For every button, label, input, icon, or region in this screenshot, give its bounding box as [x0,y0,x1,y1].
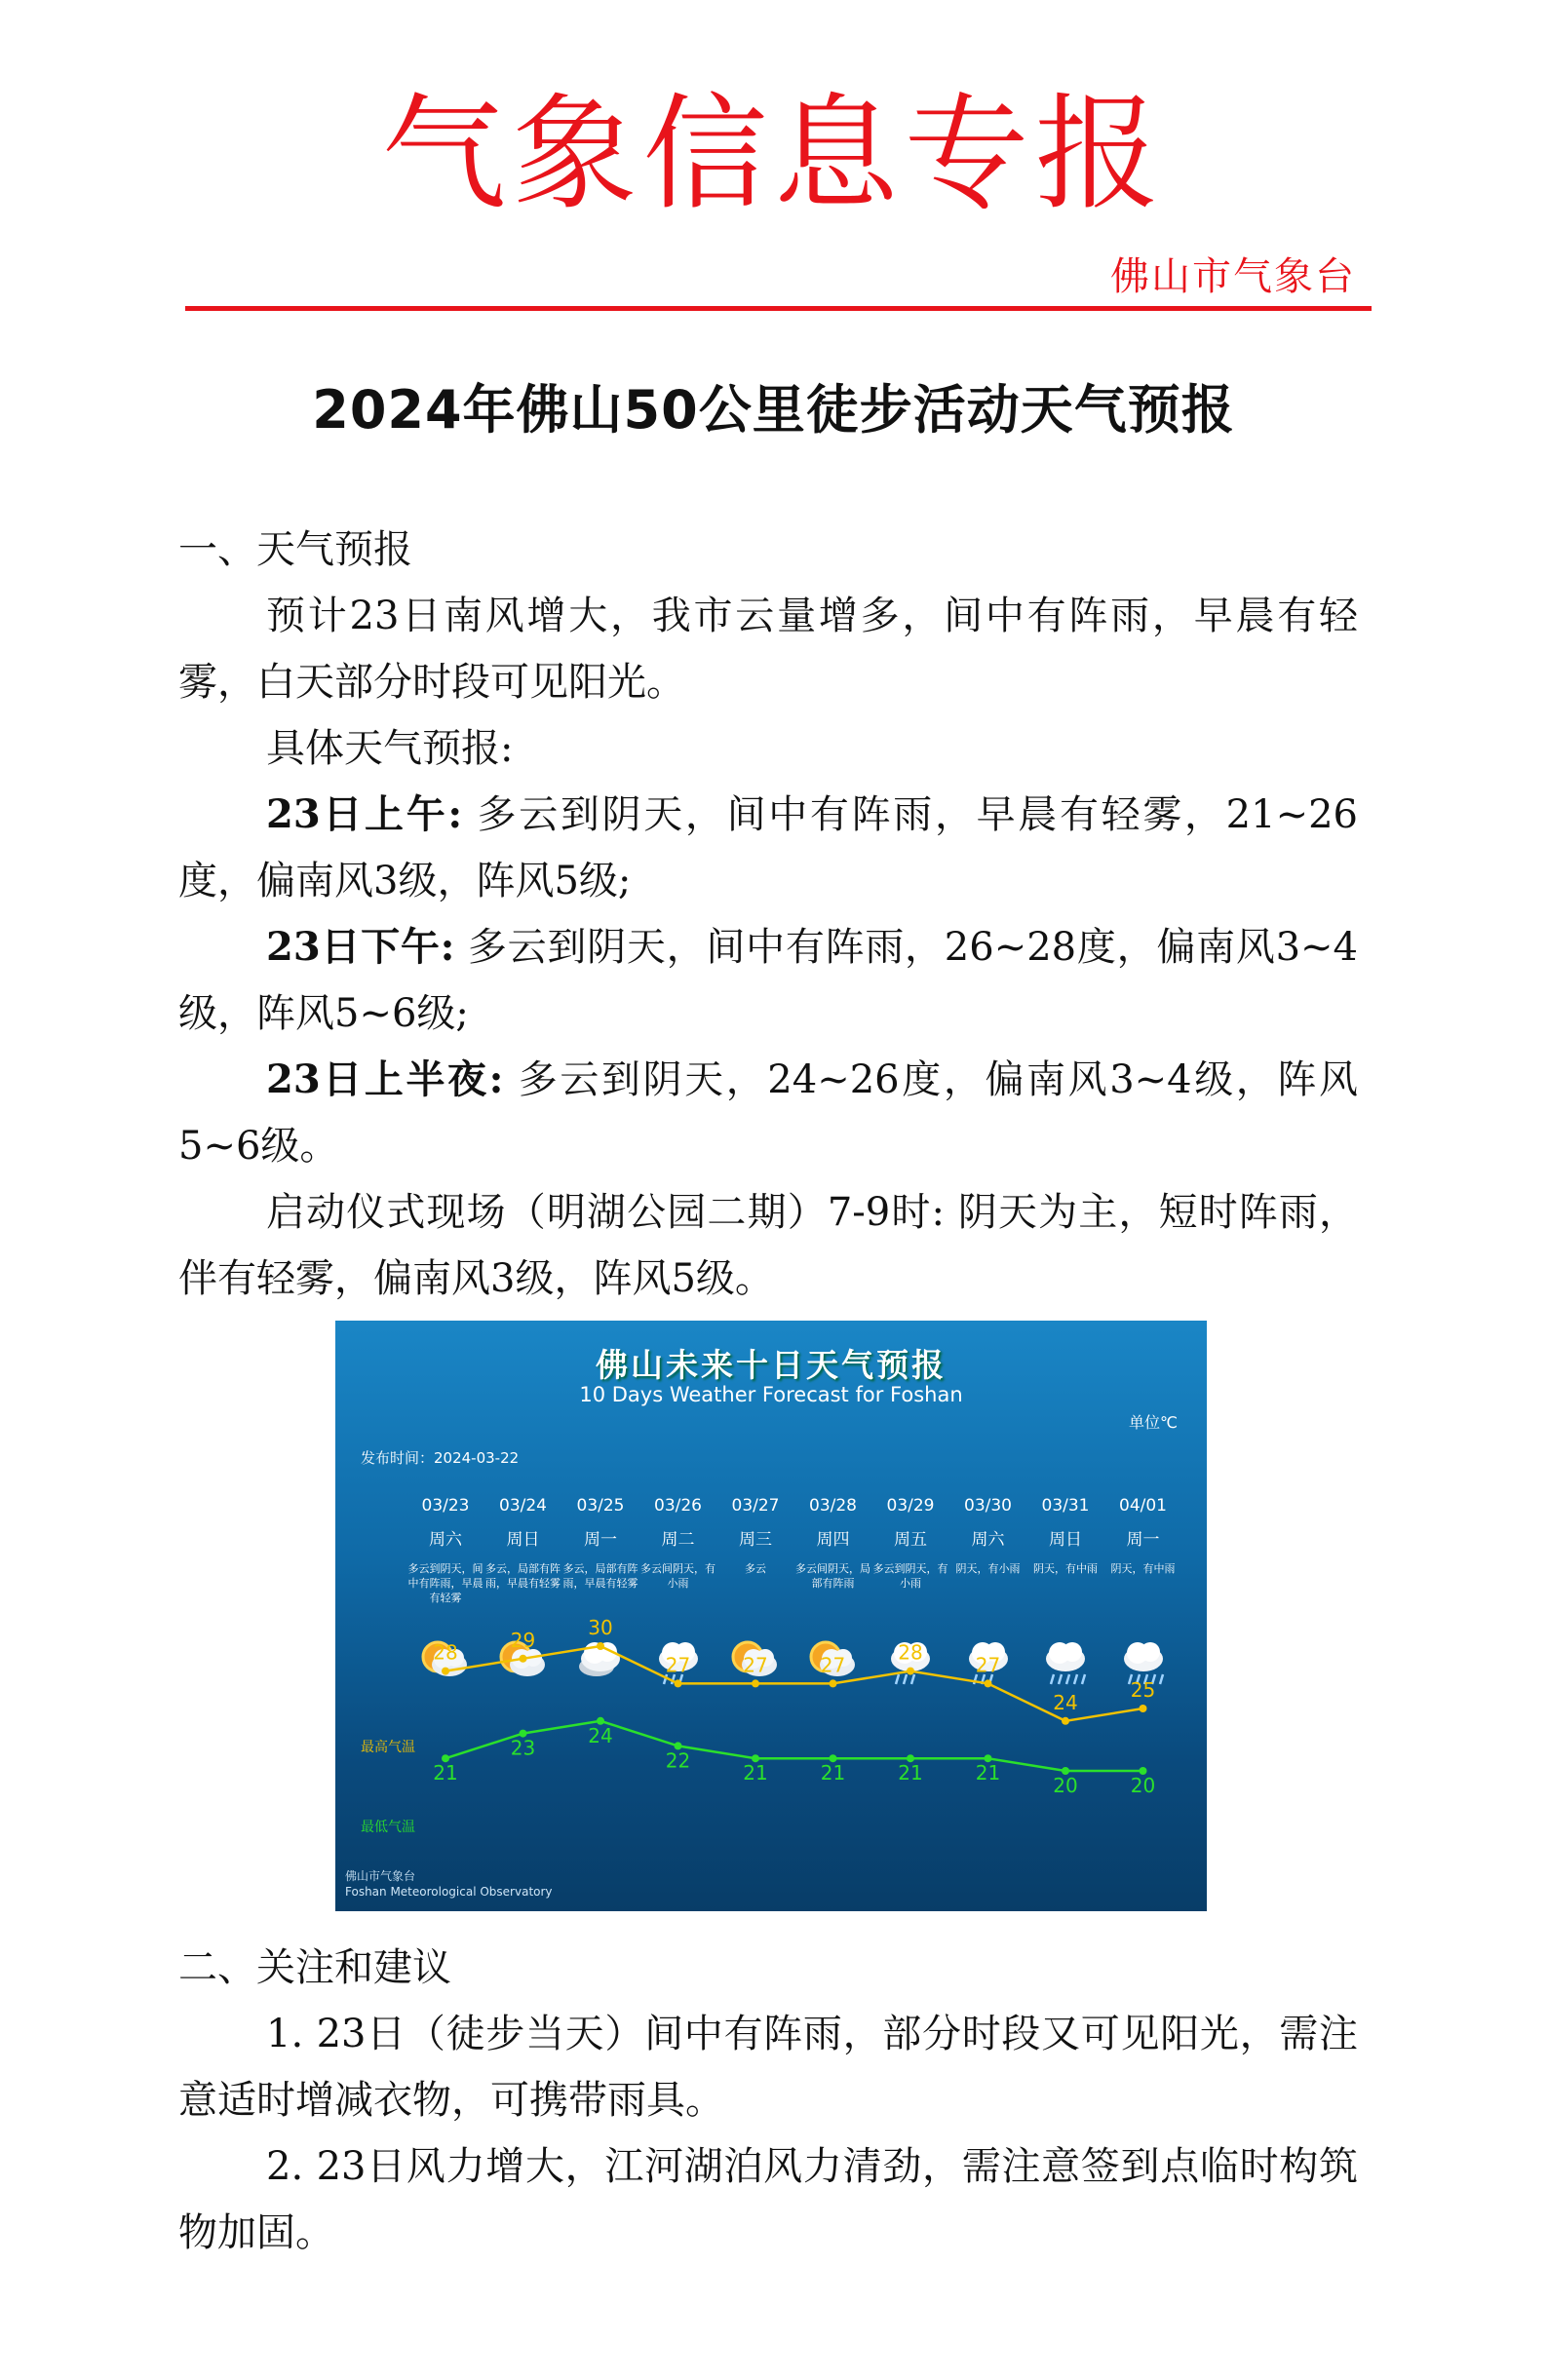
forecast-date: 03/24 [499,1496,547,1516]
forecast-condition: 多云间阴天，有小雨 [640,1562,715,1590]
forecast-date: 03/28 [809,1496,857,1516]
section-weather-forecast [178,517,1358,1312]
high-temp-point [830,1679,837,1687]
low-temp-label: 21 [975,1761,1001,1785]
high-temp-label: 30 [588,1616,613,1639]
high-temp-label: 25 [1130,1678,1156,1702]
period-name: 23日上半夜: [266,1056,504,1102]
forecast-condition: 多云到阴天，有小雨 [872,1562,948,1590]
period-forecast [178,914,1358,1047]
forecast-date: 04/01 [1119,1496,1167,1516]
issue-time: 发布时间：2024-03-22 [361,1449,520,1467]
forecast-date: 03/31 [1041,1496,1090,1516]
forecast-weekday: 周日 [1049,1530,1082,1550]
low-temp-label: 20 [1053,1774,1078,1797]
section-heading: 一、天气预报 [178,527,412,572]
high-temp-label: 27 [975,1653,1001,1677]
forecast-weekday: 周二 [661,1530,695,1550]
forecast-chart-subtitle: 10 Days Weather Forecast for Foshan [579,1383,963,1406]
high-temp-label: 27 [820,1653,846,1677]
advice-item: 2. 23日风力增大，江河湖泊风力清劲，需注意签到点临时构筑物加固。 [178,2144,1358,2255]
high-temp-label: 29 [510,1628,536,1652]
unit-label: 单位℃ [1129,1413,1178,1432]
high-temp-label: 28 [898,1640,923,1665]
masthead-title: 气象信息专报 [381,82,1166,227]
forecast-condition: 多云，局部有阵雨，早晨有轻雾 [485,1562,561,1590]
high-temp-point [985,1679,992,1687]
forecast-weekday: 周六 [429,1530,462,1550]
low-temp-label: 21 [820,1761,846,1785]
forecast-chart-title: 佛山未来十日天气预报 [596,1346,947,1384]
high-temp-label: 24 [1053,1690,1078,1714]
low-temp-label: 23 [510,1736,536,1760]
credit-en: Foshan Meteorological Observatory [345,1885,553,1899]
section-advice [178,1935,1358,2266]
issuing-organization: 佛山市气象台 [1110,254,1356,299]
high-temp-label: 27 [665,1653,691,1677]
temperature-chart [335,1321,1207,1911]
forecast-condition: 多云到阴天，间中有阵雨，早晨有轻雾 [407,1562,483,1604]
period-name: 启动仪式现场（明湖公园二期）7-9时: [266,1190,945,1235]
low-temp-label: 21 [433,1761,458,1785]
high-temp-point [1140,1705,1147,1712]
high-temp-point [597,1642,604,1650]
forecast-weekday: 周六 [971,1530,1005,1550]
period-name: 23日上午: [266,791,463,837]
forecast-condition: 多云 [745,1562,766,1575]
forecast-date: 03/29 [886,1496,935,1516]
forecast-weekday: 周三 [739,1530,772,1550]
forecast-condition: 阴天，有中雨 [1033,1562,1098,1575]
forecast-date: 03/27 [731,1496,780,1516]
period-forecast [178,1179,1358,1312]
low-temp-label: 21 [743,1761,768,1785]
high-temp-point [907,1668,914,1675]
forecast-weekday: 周一 [584,1530,617,1550]
period-text: 阴天为主，短时阵雨，伴有轻雾，偏南风3级，阵风5级。 [178,1190,1359,1301]
forecast-weekday: 周四 [816,1530,850,1550]
high-temp-line [445,1646,1143,1721]
period-text: 多云到阴天，24~26度，偏南风3~4级，阵风5~6级。 [178,1057,1358,1169]
forecast-date: 03/23 [421,1496,470,1516]
low-temp-line [445,1721,1143,1771]
high-temp-point [752,1679,759,1687]
credit-cn: 佛山市气象台 [345,1869,416,1883]
period-text: 多云到阴天，间中有阵雨，26~28度，偏南风3~4级，阵风5~6级; [178,925,1358,1036]
low-temp-label: 20 [1130,1774,1156,1797]
forecast-weekday: 周一 [1126,1530,1160,1550]
period-text: 多云到阴天，间中有阵雨，早晨有轻雾，21~26度，偏南风3级，阵风5级; [178,792,1358,903]
forecast-date: 03/25 [576,1496,625,1516]
forecast-condition: 阴天，有小雨 [955,1562,1021,1575]
low-temp-series-label: 最低气温 [361,1820,415,1835]
high-temp-series-label: 最高气温 [361,1740,415,1755]
forecast-intro: 预计23日南风增大，我市云量增多，间中有阵雨，早晨有轻雾，白天部分时段可见阳光。 [178,594,1358,705]
high-temp-label: 28 [433,1640,458,1665]
chart-credit [345,1868,553,1900]
forecast-date: 03/30 [964,1496,1012,1516]
forecast-date: 03/26 [654,1496,702,1516]
forecast-condition: 多云，局部有阵雨，早晨有轻雾 [562,1562,638,1590]
low-temp-label: 21 [898,1761,923,1785]
period-forecast [178,782,1358,914]
high-temp-label: 27 [743,1653,768,1677]
forecast-condition: 阴天，有中雨 [1110,1562,1176,1575]
section-heading: 二、关注和建议 [178,1945,451,1990]
low-temp-label: 22 [665,1748,691,1773]
high-temp-point [442,1668,449,1675]
forecast-condition: 多云间阴天，局部有阵雨 [795,1562,870,1590]
high-temp-point [1062,1717,1069,1725]
header-divider [185,306,1372,311]
detail-label: 具体天气预报: [266,726,514,771]
low-temp-label: 24 [588,1723,613,1747]
ten-day-forecast-image [335,1321,1207,1911]
period-forecast [178,1047,1358,1179]
advice-item: 1. 23日（徒步当天）间中有阵雨，部分时段又可见阳光，需注意适时增减衣物，可携带雨具。 [178,2012,1358,2123]
high-temp-point [520,1655,527,1663]
period-name: 23日下午: [266,924,455,970]
document-title: 2024年佛山50公里徒步活动天气预报 [312,379,1235,441]
high-temp-point [675,1679,682,1687]
forecast-weekday: 周日 [506,1530,540,1550]
forecast-weekday: 周五 [894,1530,927,1550]
